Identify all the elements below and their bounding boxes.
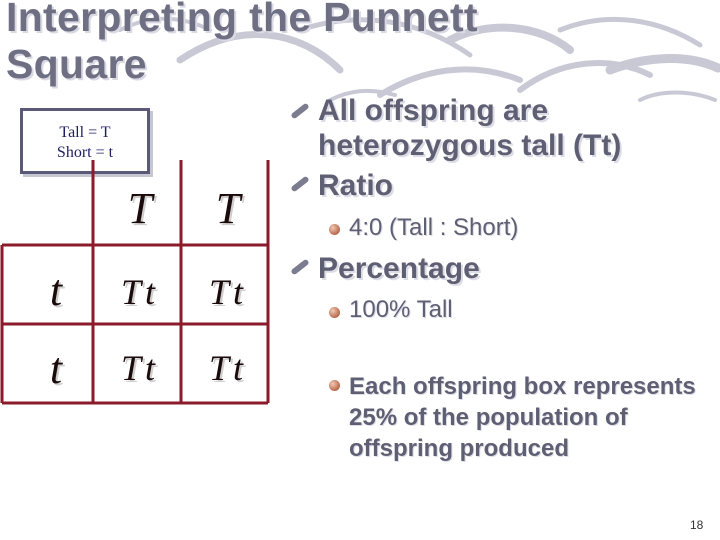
bullet-tick-icon	[290, 175, 309, 192]
punnett-cell: Tt	[120, 348, 160, 388]
punnett-cell: Tt	[208, 272, 248, 312]
punnett-side-allele-1: t	[49, 266, 63, 315]
sub-bullet-dot-icon	[329, 224, 340, 235]
sub-bullet-ratio-value: 4:0 (Tall : Short)	[349, 214, 519, 241]
punnett-side-allele-2: t	[49, 344, 63, 393]
slide-title: Interpreting the Punnett Square	[6, 0, 478, 87]
punnett-cell: Tt	[208, 348, 248, 388]
bullet-tick-icon	[290, 258, 309, 275]
legend-short: Short = t	[56, 144, 114, 161]
bullet-offspring-heterozygous: All offspring are heterozygous tall (Tt)	[318, 94, 622, 162]
punnett-cell: Tt	[120, 272, 160, 312]
page-number: 18	[690, 518, 704, 532]
sub-bullet-dot-icon	[329, 380, 340, 391]
punnett-top-allele-2: T	[215, 184, 241, 233]
sub-bullet-percentage-value: 100% Tall	[349, 296, 453, 323]
bullet-ratio: Ratio	[318, 169, 393, 202]
punnett-top-allele-1: T	[127, 184, 153, 233]
legend-tall: Tall = T	[59, 124, 111, 141]
sub-bullet-box-percentage: Each offspring box represents 25% of the population of offspring produced	[349, 373, 696, 462]
bullet-percentage: Percentage	[318, 252, 480, 285]
sub-bullet-dot-icon	[329, 307, 340, 318]
